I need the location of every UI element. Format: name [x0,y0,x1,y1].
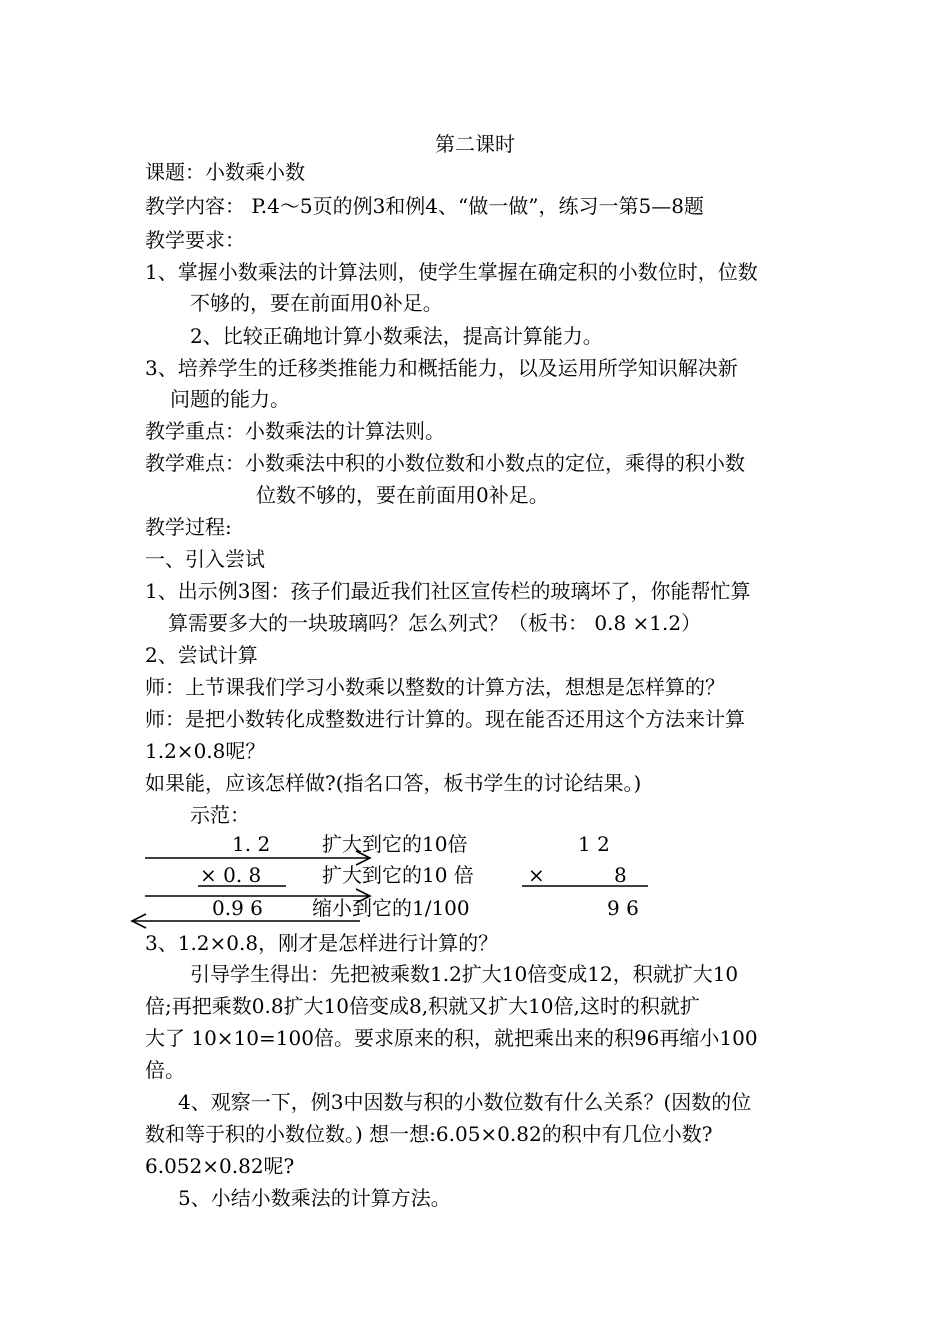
step-2-heading: 2、尝试计算 [145,643,258,667]
requirement-1-line-2: 不够的，要在前面用0补足。 [190,291,443,315]
demo-row2-left: × 0. 8 [200,863,262,887]
demo-row3-left: 0.9 6 [212,896,263,920]
demo-row2-note: 扩大到它的10 倍 [322,863,474,887]
teacher-line-2b: 1.2×0.8呢？ [145,739,266,763]
step-4-line-2: 数和等于积的小数位数。) 想一想:6.05×0.82的积中有几位小数? [145,1122,713,1146]
teacher-line-3: 如果能，应该怎样做?(指名口答，板书学生的讨论结果。) [145,771,642,795]
demo-row2-right-value: 8 [614,863,627,887]
difficulty-line-1: 教学难点：小数乘法中积的小数位数和小数点的定位，乘得的积小数 [145,451,745,475]
step-3-paragraph-line-4: 倍。 [145,1058,185,1082]
difficulty-line-2: 位数不够的，要在前面用0补足。 [256,483,549,507]
demo-row3-right: 9 6 [607,896,639,920]
step-4-line-3: 6.052×0.82呢? [145,1154,295,1178]
content-line: 教学内容： P.4～5页的例3和例4、“做一做”，练习一第5—8题 [145,194,704,218]
step-4-line-1: 4、观察一下，例3中因数与积的小数位数有什么关系？(因数的位 [178,1090,752,1114]
key-point: 教学重点：小数乘法的计算法则。 [145,419,445,443]
requirement-3-line-1: 3、培养学生的迁移类推能力和概括能力，以及运用所学知识解决新 [145,356,738,380]
demo-row1-right: 1 2 [578,832,610,856]
teacher-line-1: 师：上节课我们学习小数乘以整数的计算方法，想想是怎样算的？ [145,675,725,699]
topic-line: 课题：小数乘小数 [145,160,305,184]
demo-row1-left: 1. 2 [232,832,271,856]
demo-row1-note: 扩大到它的10倍 [322,832,468,856]
requirement-2: 2、比较正确地计算小数乘法，提高计算能力。 [190,324,603,348]
teacher-line-2a: 师：是把小数转化成整数进行计算的。现在能否还用这个方法来计算 [145,707,745,731]
demo-row2-right-operator: × [528,863,545,887]
step-3-paragraph-line-3: 大了 10×10=100倍。要求原来的积，就把乘出来的积96再缩小100 [145,1026,758,1050]
page-title: 第二课时 [435,132,515,156]
requirement-1-line-1: 1、掌握小数乘法的计算法则，使学生掌握在确定积的小数位时，位数 [145,260,758,284]
requirement-3-line-2: 问题的能力。 [170,387,290,411]
demo-row3-note: 缩小到它的1/100 [312,896,470,920]
step-1-line-2: 算需要多大的一块玻璃吗？怎么列式？（板书： 0.8 ×1.2） [168,611,702,635]
step-5: 5、小结小数乘法的计算方法。 [178,1186,451,1210]
process-heading: 教学过程: [145,515,232,539]
section-1-heading: 一、引入尝试 [145,547,265,571]
step-3-paragraph-line-2: 倍;再把乘数0.8扩大10倍变成8,积就又扩大10倍,这时的积就扩 [145,994,700,1018]
demo-label: 示范： [190,803,250,827]
requirements-heading: 教学要求： [145,228,245,252]
step-1-line-1: 1、出示例3图：孩子们最近我们社区宣传栏的玻璃坏了，你能帮忙算 [145,579,751,603]
step-3-heading: 3、1.2×0.8，刚才是怎样进行计算的？ [145,931,499,955]
step-3-paragraph-line-1: 引导学生得出：先把被乘数1.2扩大10倍变成12，积就扩大10 [190,962,739,986]
